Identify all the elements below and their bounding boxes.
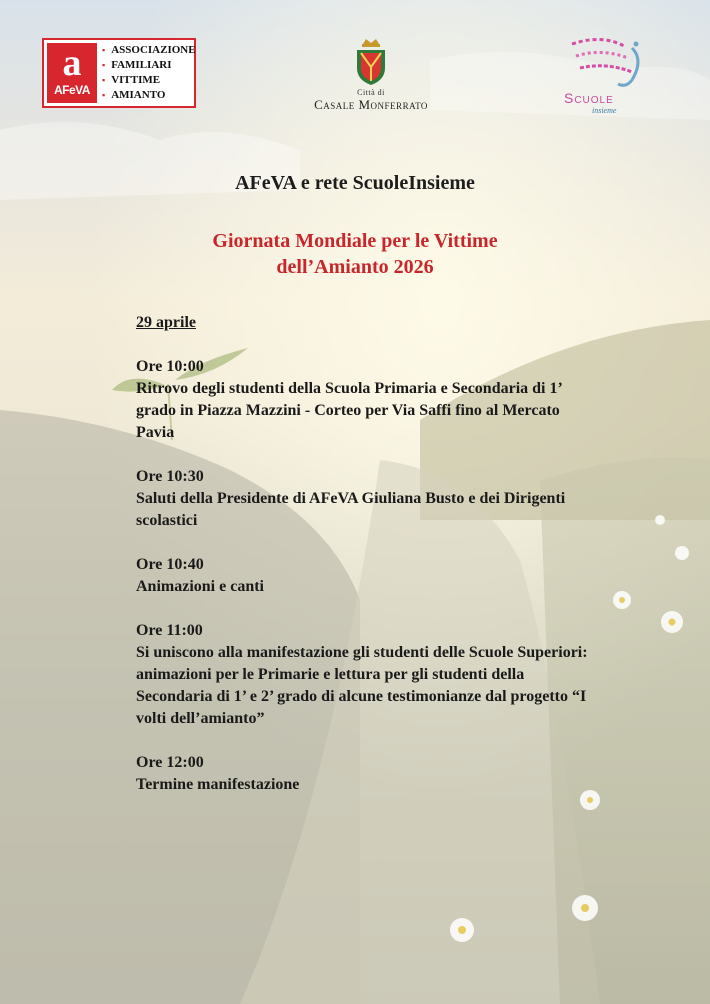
event-date: 29 aprile [136, 314, 196, 331]
schedule-time: Ore 10:00 [136, 358, 204, 375]
scuole-insieme-logo [562, 34, 650, 116]
schedule-time: Ore 11:00 [136, 622, 203, 639]
schedule-desc: Animazioni e canti [136, 578, 264, 595]
afeva-logo-line: ▪ FAMILIARI [102, 58, 196, 73]
scuole-insieme-mark-icon [562, 34, 650, 92]
schedule-time: Ore 10:40 [136, 556, 204, 573]
schedule-item [136, 752, 596, 796]
schedule-desc: Ritrovo degli studenti della Scuola Primaria e Secondaria di 1’ grado in Piazza Mazzini - Corteo per Via Saffi fino al Mercato Pavia [136, 380, 562, 441]
afeva-logo-line: ▪ VITTIME [102, 73, 196, 88]
schedule-time: Ore 12:00 [136, 754, 204, 771]
schedule [136, 312, 596, 818]
city-logo [306, 38, 436, 112]
schedule-desc: Termine manifestazione [136, 776, 300, 793]
city-crest-icon [351, 38, 391, 86]
schedule-item [136, 466, 596, 532]
event-title-line2: dell’Amianto 2026 [276, 256, 434, 278]
schedule-desc: Si uniscono alla manifestazione gli studenti delle Scuole Superiori: animazioni per le Primarie e lettura per gli studenti della Secondaria di 1’ e 2’ grado di alcune testimonianze dal progetto “I volti dell’amianto” [136, 644, 588, 727]
event-title [0, 228, 710, 280]
schedule-desc: Saluti della Presidente di AFeVA Giuliana Busto e dei Dirigenti scolastici [136, 490, 566, 529]
afeva-logo-lines [102, 43, 196, 103]
afeva-logo-mark: a AFeVA [47, 43, 97, 103]
scuole-insieme-sub: insieme [592, 106, 617, 115]
schedule-item [136, 620, 596, 730]
city-logo-line2: Casale Monferrato [314, 97, 428, 112]
event-title-line1: Giornata Mondiale per le Vittime [212, 230, 498, 252]
heading: AFeVA e rete ScuoleInsieme [235, 172, 475, 194]
scuole-insieme-name: Scuole [564, 90, 614, 106]
afeva-logo-line: ▪ ASSOCIAZIONE [102, 43, 196, 58]
schedule-item [136, 554, 596, 598]
afeva-logo-line: ▪ AMIANTO [102, 88, 196, 103]
afeva-logo [42, 38, 196, 108]
city-logo-line1: Città di [357, 88, 385, 97]
schedule-item [136, 356, 596, 444]
schedule-time: Ore 10:30 [136, 468, 204, 485]
